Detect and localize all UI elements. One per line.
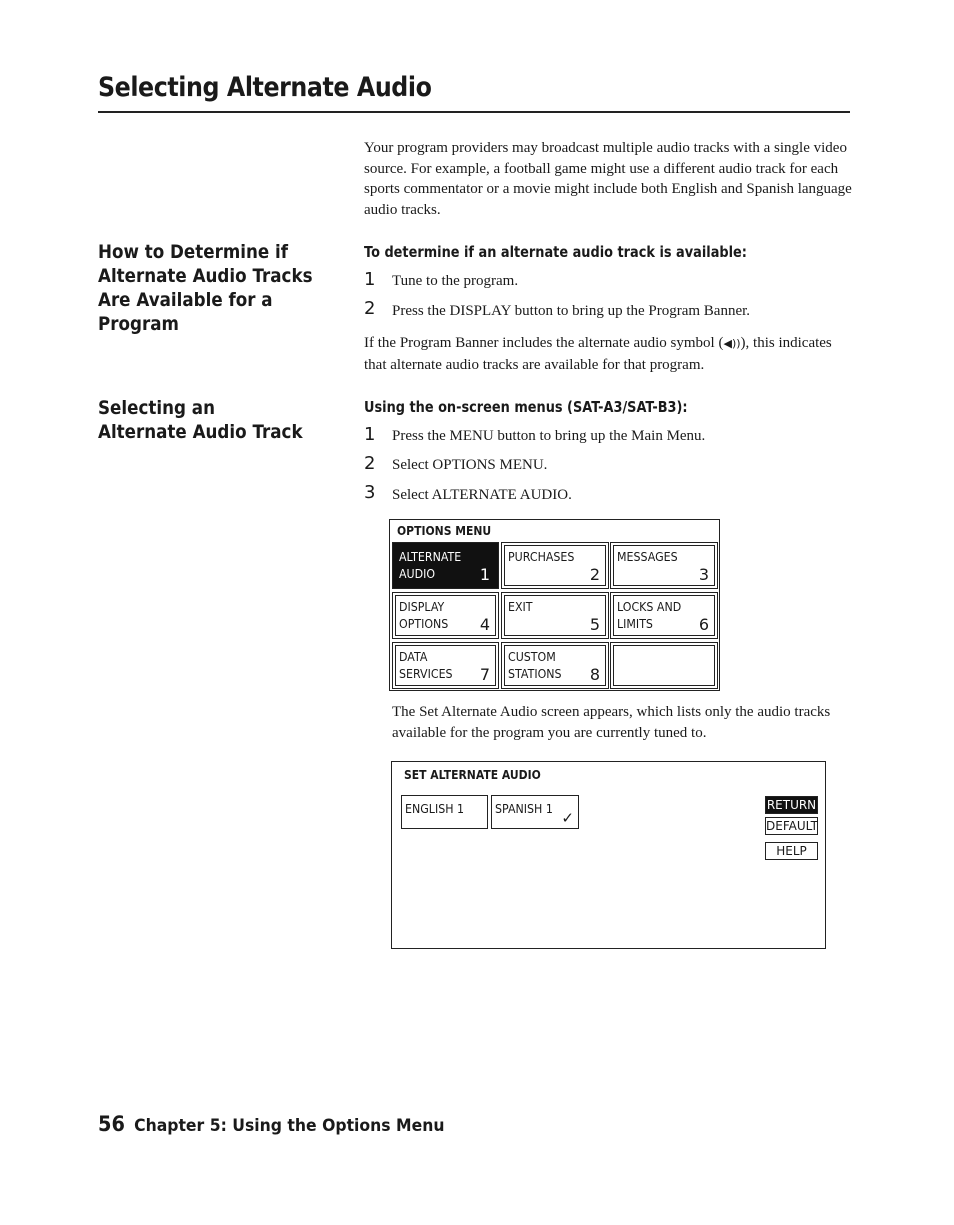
step-text: Press the DISPLAY button to bring up the Program Banner.: [392, 303, 751, 319]
tile-number: 1: [479, 565, 490, 584]
tile-label: EXIT: [508, 600, 533, 614]
title-rule: [98, 111, 850, 113]
help-button[interactable]: HELP: [765, 842, 818, 860]
tile-exit[interactable]: [501, 592, 609, 639]
tile-data-services[interactable]: [392, 642, 499, 689]
step-number: 2: [364, 453, 376, 474]
tile-number: 6: [698, 615, 709, 634]
options-menu-title: OPTIONS MENU: [397, 524, 492, 538]
step-text: Press the MENU button to bring up the Main Menu.: [392, 428, 706, 444]
return-button[interactable]: RETURN: [766, 798, 817, 812]
tile-label: CUSTOM STATIONS: [508, 650, 562, 681]
section-heading-selecting: Selecting an Alternate Audio Track: [98, 397, 303, 443]
step-text: Tune to the program.: [392, 273, 519, 289]
options-menu-diagram: [389, 519, 720, 691]
tile-number: 4: [479, 615, 490, 634]
tile-label: DISPLAY OPTIONS: [399, 600, 449, 631]
page-title: Selecting Alternate Audio: [98, 72, 432, 103]
tile-alternate-audio[interactable]: [392, 542, 499, 589]
subheading-onscreen: Using the on-screen menus (SAT-A3/SAT-B3):: [364, 398, 688, 416]
default-button[interactable]: DEFAULT: [766, 819, 818, 833]
section-heading-determine: How to Determine if Alternate Audio Tracks Are Available for a Program: [98, 241, 313, 335]
page-number: 56: [98, 1112, 125, 1136]
audio-option-english[interactable]: ENGLISH 1: [401, 795, 488, 829]
checkmark-icon: ✓: [561, 809, 574, 827]
audio-option-spanish[interactable]: SPANISH 1 ✓: [491, 795, 579, 829]
tile-label: ALTERNATE AUDIO: [399, 550, 462, 581]
tile-messages[interactable]: [610, 542, 718, 589]
step-number: 1: [364, 269, 376, 290]
step-number: 2: [364, 298, 376, 319]
tile-locks-and-limits[interactable]: [610, 592, 718, 639]
tile-purchases[interactable]: [501, 542, 609, 589]
set-alternate-audio-title: SET ALTERNATE AUDIO: [404, 768, 541, 782]
tile-custom-stations[interactable]: [501, 642, 609, 689]
tile-number: 7: [479, 665, 490, 684]
tile-label: MESSAGES: [617, 550, 678, 564]
tile-display-options[interactable]: [392, 592, 499, 639]
after-menu-paragraph: The Set Alternate Audio screen appears, which lists only the audio tracks available for the program you are currently tuned to.: [392, 704, 831, 741]
tile-number: 5: [589, 615, 600, 634]
page-footer: [98, 1112, 444, 1136]
tile-empty: [610, 642, 718, 689]
tile-number: 8: [589, 665, 600, 684]
audio-symbol-icon: ◀)): [723, 337, 741, 350]
step-number: 3: [364, 482, 376, 503]
step-text: Select OPTIONS MENU.: [392, 457, 548, 473]
chapter-title: Chapter 5: Using the Options Menu: [134, 1116, 445, 1136]
tile-number: 3: [698, 565, 709, 584]
step-text: Select ALTERNATE AUDIO.: [392, 487, 572, 503]
tile-number: 2: [589, 565, 600, 584]
intro-paragraph: Your program providers may broadcast multiple audio tracks with a single video source. For example, a football game might use a different audio track for each sports commentator or a movie might include both English and Spanish language audio tracks.: [364, 140, 852, 218]
subheading-determine: To determine if an alternate audio track is available:: [364, 243, 747, 261]
tile-label: LOCKS AND LIMITS: [617, 600, 682, 631]
step-number: 1: [364, 424, 376, 445]
audio-symbol-note: If the Program Banner includes the alternate audio symbol (◀))), this indicates that alternate audio tracks are available for that program.: [364, 335, 832, 373]
tile-label: DATA SERVICES: [399, 650, 453, 681]
tile-label: PURCHASES: [508, 550, 575, 564]
set-alternate-audio-diagram: [391, 761, 826, 949]
